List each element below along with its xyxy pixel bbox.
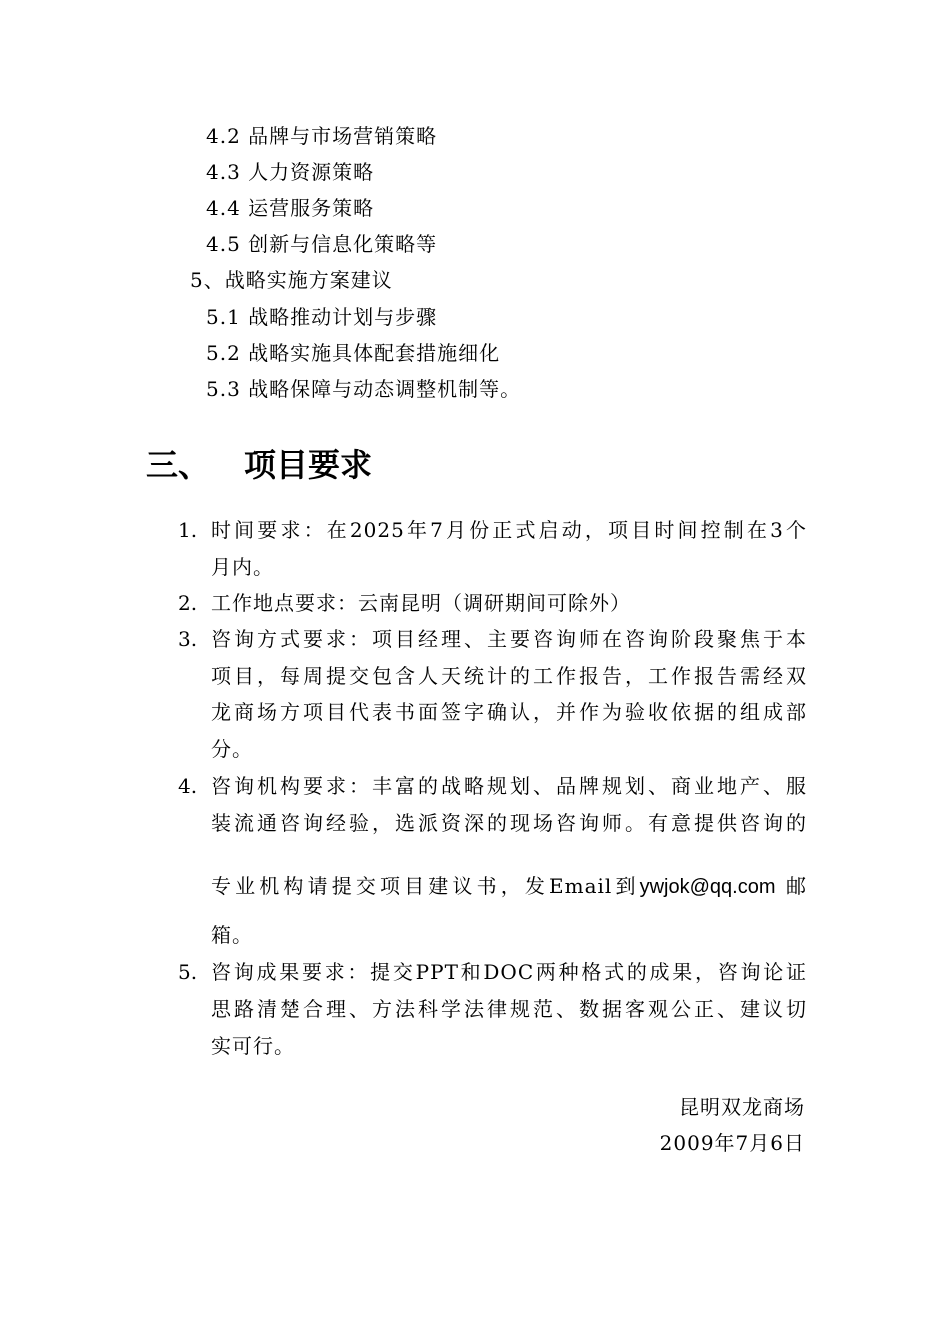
req-3-line-4: 分。 <box>211 737 253 761</box>
req-4-line-4: 箱。 <box>211 923 253 947</box>
req-3-number: 3. <box>178 627 198 651</box>
req-4-number: 4. <box>178 774 198 798</box>
req-3-line-1: 咨询方式要求：项目经理、主要咨询师在咨询阶段聚焦于本 <box>211 627 807 651</box>
signature-date: 2009年7月6日 <box>659 1131 805 1155</box>
req-4-line-3-text: 专业机构请提交项目建议书，发Email到 <box>211 874 640 898</box>
req-5-line-3: 实可行。 <box>211 1034 295 1058</box>
req-3-line-2: 项目，每周提交包含人天统计的工作报告，工作报告需经双 <box>211 664 807 688</box>
outline-item-4-2: 4.2 品牌与市场营销策略 <box>206 124 438 148</box>
req-3-line-3: 龙商场方项目代表书面签字确认，并作为验收依据的组成部 <box>211 700 807 724</box>
outline-item-4-3: 4.3 人力资源策略 <box>206 160 375 184</box>
outline-item-5-1: 5.1 战略推动计划与步骤 <box>206 305 438 329</box>
req-1-line-2: 月内。 <box>211 555 274 579</box>
outline-item-5: 5、战略实施方案建议 <box>190 268 393 292</box>
req-1-number: 1. <box>178 518 198 542</box>
req-2-line-1: 工作地点要求：云南昆明（调研期间可除外） <box>211 591 631 615</box>
section-number: 三、 <box>146 446 211 484</box>
section-heading <box>146 446 372 484</box>
req-1-line-1: 时间要求：在2025年7月份正式启动，项目时间控制在3个 <box>211 518 807 542</box>
req-2-number: 2. <box>178 591 198 615</box>
outline-item-4-4: 4.4 运营服务策略 <box>206 196 375 220</box>
req-4-line-3 <box>211 874 807 899</box>
req-4-line-1: 咨询机构要求：丰富的战略规划、品牌规划、商业地产、服 <box>211 774 807 798</box>
outline-item-4-5: 4.5 创新与信息化策略等 <box>206 232 438 256</box>
outline-item-5-3: 5.3 战略保障与动态调整机制等。 <box>206 377 522 401</box>
req-5-line-1: 咨询成果要求：提交PPT和DOC两种格式的成果，咨询论证 <box>211 960 807 984</box>
email-link[interactable]: ywjok@qq.com <box>639 876 776 898</box>
req-4-line-3-tail: 邮 <box>786 874 808 898</box>
req-4-line-2: 装流通咨询经验，选派资深的现场咨询师。有意提供咨询的 <box>211 811 807 835</box>
signature-org: 昆明双龙商场 <box>679 1095 805 1119</box>
req-5-line-2: 思路清楚合理、方法科学法律规范、数据客观公正、建议切 <box>211 997 807 1021</box>
req-5-number: 5. <box>178 960 198 984</box>
outline-item-5-2: 5.2 战略实施具体配套措施细化 <box>206 341 501 365</box>
section-title: 项目要求 <box>244 446 373 484</box>
